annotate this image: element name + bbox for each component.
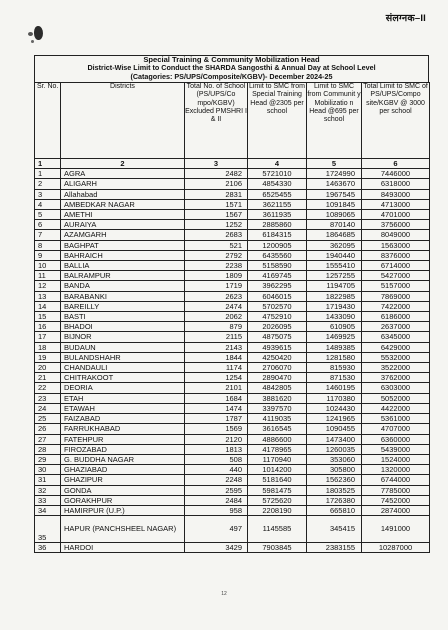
column-header-row	[35, 83, 430, 159]
cell-school-count: 2623	[185, 291, 248, 301]
cell-community-mobilization-limit: 1257255	[307, 271, 362, 281]
cell-community-mobilization-limit: 1726380	[307, 495, 362, 505]
cell-sr-no: 11	[35, 271, 61, 281]
cell-sr-no: 5	[35, 210, 61, 220]
table-row	[35, 352, 430, 362]
cell-special-training-limit: 4842805	[248, 383, 307, 393]
cell-total-limit: 6714000	[362, 261, 430, 271]
cell-school-count: 1684	[185, 393, 248, 403]
cell-district: BANDA	[61, 281, 185, 291]
table-row	[35, 543, 430, 553]
cell-sr-no: 4	[35, 199, 61, 209]
cell-community-mobilization-limit: 1241965	[307, 414, 362, 424]
cell-district: AMBEDKAR NAGAR	[61, 199, 185, 209]
cell-total-limit: 5439000	[362, 444, 430, 454]
cell-district: FARRUKHABAD	[61, 424, 185, 434]
cell-community-mobilization-limit: 1822985	[307, 291, 362, 301]
cell-special-training-limit: 3397570	[248, 403, 307, 413]
cell-district: AZAMGARH	[61, 230, 185, 240]
table-row	[35, 403, 430, 413]
cell-total-limit: 3522000	[362, 363, 430, 373]
cell-total-limit: 7422000	[362, 301, 430, 311]
table-row	[35, 322, 430, 332]
column-number: 1	[35, 159, 61, 169]
cell-sr-no: 3	[35, 189, 61, 199]
cell-school-count: 2683	[185, 230, 248, 240]
table-row	[35, 383, 430, 393]
cell-community-mobilization-limit: 1864685	[307, 230, 362, 240]
table-row	[35, 240, 430, 250]
table-row	[35, 169, 430, 179]
cell-special-training-limit: 4119035	[248, 414, 307, 424]
cell-special-training-limit: 4886600	[248, 434, 307, 444]
cell-sr-no: 16	[35, 322, 61, 332]
district-limit-table	[34, 82, 430, 553]
cell-sr-no: 35	[35, 516, 61, 543]
table-row	[35, 210, 430, 220]
cell-school-count: 521	[185, 240, 248, 250]
cell-school-count: 3429	[185, 543, 248, 553]
cell-sr-no: 20	[35, 363, 61, 373]
table-row	[35, 342, 430, 352]
cell-community-mobilization-limit: 1469925	[307, 332, 362, 342]
cell-school-count: 1569	[185, 424, 248, 434]
cell-total-limit: 1320000	[362, 465, 430, 475]
cell-total-limit: 8049000	[362, 230, 430, 240]
cell-community-mobilization-limit: 1940440	[307, 250, 362, 260]
cell-district: ETAWAH	[61, 403, 185, 413]
page-number: 12	[221, 591, 227, 597]
column-header-total-limit: Total Limit to SMC of PS/UPS/Compo site/KGBV @ 3000 per school	[362, 83, 430, 159]
cell-special-training-limit: 2026095	[248, 322, 307, 332]
column-header-community-mobilization: Limit to SMC from Communit y Mobilizatio n Head @695 per school	[307, 83, 362, 159]
cell-sr-no: 25	[35, 414, 61, 424]
cell-community-mobilization-limit: 353060	[307, 454, 362, 464]
cell-community-mobilization-limit: 1260035	[307, 444, 362, 454]
table-row	[35, 332, 430, 342]
cell-special-training-limit: 6046015	[248, 291, 307, 301]
cell-total-limit: 6744000	[362, 475, 430, 485]
cell-special-training-limit: 5158590	[248, 261, 307, 271]
cell-total-limit: 6303000	[362, 383, 430, 393]
cell-school-count: 1787	[185, 414, 248, 424]
table-row	[35, 281, 430, 291]
cell-sr-no: 21	[35, 373, 61, 383]
cell-total-limit: 5052000	[362, 393, 430, 403]
cell-school-count: 2120	[185, 434, 248, 444]
cell-district: CHANDAULI	[61, 363, 185, 373]
cell-special-training-limit: 1014200	[248, 465, 307, 475]
cell-community-mobilization-limit: 1724990	[307, 169, 362, 179]
cell-total-limit: 10287000	[362, 543, 430, 553]
cell-community-mobilization-limit: 1555410	[307, 261, 362, 271]
cell-district: BULANDSHAHR	[61, 352, 185, 362]
cell-special-training-limit: 5702570	[248, 301, 307, 311]
column-number: 2	[61, 159, 185, 169]
cell-sr-no: 19	[35, 352, 61, 362]
cell-school-count: 958	[185, 505, 248, 515]
table-row	[35, 301, 430, 311]
cell-special-training-limit: 3962295	[248, 281, 307, 291]
cell-special-training-limit: 5725620	[248, 495, 307, 505]
cell-school-count: 2143	[185, 342, 248, 352]
cell-special-training-limit: 5181640	[248, 475, 307, 485]
column-header-sr: Sr. No.	[35, 83, 61, 159]
table-row	[35, 454, 430, 464]
cell-special-training-limit: 6435560	[248, 250, 307, 260]
cell-total-limit: 7446000	[362, 169, 430, 179]
cell-sr-no: 17	[35, 332, 61, 342]
table-row	[35, 485, 430, 495]
heading-line-1: Special Training & Community Mobilization Head	[143, 55, 320, 64]
cell-sr-no: 30	[35, 465, 61, 475]
cell-district: BAGHPAT	[61, 240, 185, 250]
cell-community-mobilization-limit: 1024430	[307, 403, 362, 413]
cell-school-count: 2062	[185, 312, 248, 322]
cell-special-training-limit: 2208190	[248, 505, 307, 515]
column-number: 6	[362, 159, 430, 169]
cell-district: Allahabad	[61, 189, 185, 199]
cell-special-training-limit: 6525455	[248, 189, 307, 199]
column-header-schools: Total No. of School (PS/UPS/Co mpo/KGBV) Excluded PMSHRI I & II	[185, 83, 248, 159]
cell-sr-no: 2	[35, 179, 61, 189]
cell-district: BASTI	[61, 312, 185, 322]
cell-district: BAHRAICH	[61, 250, 185, 260]
cell-school-count: 2248	[185, 475, 248, 485]
cell-total-limit: 3756000	[362, 220, 430, 230]
table-row	[35, 250, 430, 260]
cell-special-training-limit: 6184315	[248, 230, 307, 240]
cell-school-count: 508	[185, 454, 248, 464]
cell-school-count: 879	[185, 322, 248, 332]
cell-total-limit: 4707000	[362, 424, 430, 434]
cell-community-mobilization-limit: 1091845	[307, 199, 362, 209]
cell-school-count: 1474	[185, 403, 248, 413]
cell-special-training-limit: 5721010	[248, 169, 307, 179]
cell-community-mobilization-limit: 1562360	[307, 475, 362, 485]
cell-school-count: 2106	[185, 179, 248, 189]
cell-total-limit: 6186000	[362, 312, 430, 322]
table-row	[35, 465, 430, 475]
cell-sr-no: 23	[35, 393, 61, 403]
cell-school-count: 1719	[185, 281, 248, 291]
cell-total-limit: 6360000	[362, 434, 430, 444]
cell-school-count: 1174	[185, 363, 248, 373]
cell-district: GONDA	[61, 485, 185, 495]
cell-total-limit: 5532000	[362, 352, 430, 362]
cell-community-mobilization-limit: 345415	[307, 516, 362, 543]
cell-school-count: 2101	[185, 383, 248, 393]
cell-community-mobilization-limit: 870140	[307, 220, 362, 230]
cell-district: FAIZABAD	[61, 414, 185, 424]
cell-special-training-limit: 4178965	[248, 444, 307, 454]
cell-community-mobilization-limit: 815930	[307, 363, 362, 373]
column-number: 4	[248, 159, 307, 169]
cell-district: BALLIA	[61, 261, 185, 271]
table-row	[35, 434, 430, 444]
table-heading	[34, 55, 429, 82]
cell-total-limit: 5361000	[362, 414, 430, 424]
cell-total-limit: 6345000	[362, 332, 430, 342]
cell-district: FATEHPUR	[61, 434, 185, 444]
cell-school-count: 2792	[185, 250, 248, 260]
cell-total-limit: 4701000	[362, 210, 430, 220]
table-row	[35, 475, 430, 485]
cell-community-mobilization-limit: 871530	[307, 373, 362, 383]
cell-district: BARABANKI	[61, 291, 185, 301]
cell-district: HARDOI	[61, 543, 185, 553]
table-body	[35, 169, 430, 553]
cell-district: GORAKHPUR	[61, 495, 185, 505]
column-number: 5	[307, 159, 362, 169]
table-row	[35, 363, 430, 373]
cell-district: HAMIRPUR (U.P.)	[61, 505, 185, 515]
cell-total-limit: 7785000	[362, 485, 430, 495]
cell-total-limit: 5427000	[362, 271, 430, 281]
cell-sr-no: 26	[35, 424, 61, 434]
cell-community-mobilization-limit: 305800	[307, 465, 362, 475]
cell-community-mobilization-limit: 2383155	[307, 543, 362, 553]
cell-special-training-limit: 2890470	[248, 373, 307, 383]
cell-special-training-limit: 3621155	[248, 199, 307, 209]
cell-school-count: 2484	[185, 495, 248, 505]
cell-total-limit: 8493000	[362, 189, 430, 199]
cell-community-mobilization-limit: 1489385	[307, 342, 362, 352]
cell-sr-no: 10	[35, 261, 61, 271]
cell-district: BALRAMPUR	[61, 271, 185, 281]
heading-line-2: District-Wise Limit to Conduct the SHARDA Sangosthi & Annual Day at School Level	[87, 63, 376, 73]
cell-district: HAPUR (PANCHSHEEL NAGAR)	[61, 516, 185, 543]
cell-school-count: 1252	[185, 220, 248, 230]
table-row	[35, 373, 430, 383]
heading-line-3: (Catagories: PS/UPS/Composite/KGBV)- December 2024-25	[130, 71, 333, 81]
cell-sr-no: 27	[35, 434, 61, 444]
cell-special-training-limit: 7903845	[248, 543, 307, 553]
cell-community-mobilization-limit: 1473400	[307, 434, 362, 444]
cell-community-mobilization-limit: 1463670	[307, 179, 362, 189]
cell-community-mobilization-limit: 362095	[307, 240, 362, 250]
table-row	[35, 179, 430, 189]
document-sheet	[34, 55, 429, 553]
table-row	[35, 230, 430, 240]
cell-community-mobilization-limit: 1719430	[307, 301, 362, 311]
cell-sr-no: 12	[35, 281, 61, 291]
table-row	[35, 271, 430, 281]
cell-sr-no: 18	[35, 342, 61, 352]
cell-sr-no: 36	[35, 543, 61, 553]
cell-sr-no: 6	[35, 220, 61, 230]
cell-district: CHITRAKOOT	[61, 373, 185, 383]
cell-total-limit: 2874000	[362, 505, 430, 515]
table-row	[35, 444, 430, 454]
cell-community-mobilization-limit: 1803525	[307, 485, 362, 495]
cell-total-limit: 7452000	[362, 495, 430, 505]
cell-sr-no: 15	[35, 312, 61, 322]
cell-district: GHAZIPUR	[61, 475, 185, 485]
cell-district: AURAIYA	[61, 220, 185, 230]
cell-district: FIROZABAD	[61, 444, 185, 454]
cell-total-limit: 6429000	[362, 342, 430, 352]
cell-district: BHADOI	[61, 322, 185, 332]
table-row	[35, 312, 430, 322]
cell-school-count: 2595	[185, 485, 248, 495]
cell-community-mobilization-limit: 610905	[307, 322, 362, 332]
column-number: 3	[185, 159, 248, 169]
cell-district: GHAZIABAD	[61, 465, 185, 475]
cell-sr-no: 33	[35, 495, 61, 505]
cell-district: AGRA	[61, 169, 185, 179]
cell-total-limit: 4713000	[362, 199, 430, 209]
cell-special-training-limit: 4752910	[248, 312, 307, 322]
cell-special-training-limit: 4875075	[248, 332, 307, 342]
column-header-special-training: Limit to SMC from Special Training Head @2305 per school	[248, 83, 307, 159]
cell-sr-no: 34	[35, 505, 61, 515]
cell-school-count: 440	[185, 465, 248, 475]
cell-special-training-limit: 1170940	[248, 454, 307, 464]
cell-community-mobilization-limit: 1460195	[307, 383, 362, 393]
cell-community-mobilization-limit: 1090455	[307, 424, 362, 434]
cell-special-training-limit: 3611935	[248, 210, 307, 220]
cell-community-mobilization-limit: 1967545	[307, 189, 362, 199]
cell-school-count: 2482	[185, 169, 248, 179]
cell-community-mobilization-limit: 1194705	[307, 281, 362, 291]
table-row	[35, 291, 430, 301]
cell-community-mobilization-limit: 1170380	[307, 393, 362, 403]
table-row	[35, 189, 430, 199]
cell-total-limit: 1563000	[362, 240, 430, 250]
cell-school-count: 2115	[185, 332, 248, 342]
cell-school-count: 2474	[185, 301, 248, 311]
cell-special-training-limit: 5981475	[248, 485, 307, 495]
cell-total-limit: 7869000	[362, 291, 430, 301]
table-row	[35, 414, 430, 424]
table-row	[35, 505, 430, 515]
cell-special-training-limit: 4854330	[248, 179, 307, 189]
cell-special-training-limit: 1200905	[248, 240, 307, 250]
cell-special-training-limit: 2885860	[248, 220, 307, 230]
cell-sr-no: 14	[35, 301, 61, 311]
cell-sr-no: 24	[35, 403, 61, 413]
ink-blot	[31, 40, 34, 43]
cell-school-count: 1571	[185, 199, 248, 209]
column-header-district: Districts	[61, 83, 185, 159]
ink-blot	[34, 26, 43, 40]
cell-school-count: 1567	[185, 210, 248, 220]
cell-total-limit: 4422000	[362, 403, 430, 413]
cell-total-limit: 1524000	[362, 454, 430, 464]
cell-total-limit: 8376000	[362, 250, 430, 260]
table-row	[35, 261, 430, 271]
cell-school-count: 1844	[185, 352, 248, 362]
table-row	[35, 393, 430, 403]
column-number-row	[35, 159, 430, 169]
cell-community-mobilization-limit: 1089065	[307, 210, 362, 220]
cell-sr-no: 22	[35, 383, 61, 393]
cell-district: G. BUDDHA NAGAR	[61, 454, 185, 464]
cell-special-training-limit: 3881620	[248, 393, 307, 403]
cell-total-limit: 2637000	[362, 322, 430, 332]
cell-community-mobilization-limit: 1281580	[307, 352, 362, 362]
cell-district: BIJNOR	[61, 332, 185, 342]
cell-sr-no: 29	[35, 454, 61, 464]
cell-sr-no: 9	[35, 250, 61, 260]
table-row	[35, 199, 430, 209]
cell-school-count: 1254	[185, 373, 248, 383]
cell-district: ETAH	[61, 393, 185, 403]
cell-total-limit: 6318000	[362, 179, 430, 189]
cell-sr-no: 13	[35, 291, 61, 301]
table-row	[35, 516, 430, 543]
cell-community-mobilization-limit: 665810	[307, 505, 362, 515]
cell-sr-no: 1	[35, 169, 61, 179]
cell-sr-no: 28	[35, 444, 61, 454]
cell-community-mobilization-limit: 1433090	[307, 312, 362, 322]
cell-school-count: 497	[185, 516, 248, 543]
cell-sr-no: 8	[35, 240, 61, 250]
cell-special-training-limit: 2706070	[248, 363, 307, 373]
cell-total-limit: 1491000	[362, 516, 430, 543]
cell-district: BUDAUN	[61, 342, 185, 352]
cell-total-limit: 3762000	[362, 373, 430, 383]
ink-blot	[28, 32, 33, 36]
cell-school-count: 1813	[185, 444, 248, 454]
cell-district: DEORIA	[61, 383, 185, 393]
cell-special-training-limit: 4939615	[248, 342, 307, 352]
table-row	[35, 495, 430, 505]
cell-sr-no: 32	[35, 485, 61, 495]
cell-sr-no: 7	[35, 230, 61, 240]
annexure-label: संलग्नक–II	[385, 13, 426, 24]
cell-special-training-limit: 1145585	[248, 516, 307, 543]
cell-total-limit: 5157000	[362, 281, 430, 291]
cell-school-count: 2831	[185, 189, 248, 199]
cell-district: ALIGARH	[61, 179, 185, 189]
cell-special-training-limit: 4250420	[248, 352, 307, 362]
cell-school-count: 2238	[185, 261, 248, 271]
table-row	[35, 424, 430, 434]
table-row	[35, 220, 430, 230]
cell-district: BAREILLY	[61, 301, 185, 311]
cell-sr-no: 31	[35, 475, 61, 485]
cell-special-training-limit: 3616545	[248, 424, 307, 434]
cell-district: AMETHI	[61, 210, 185, 220]
cell-school-count: 1809	[185, 271, 248, 281]
cell-special-training-limit: 4169745	[248, 271, 307, 281]
